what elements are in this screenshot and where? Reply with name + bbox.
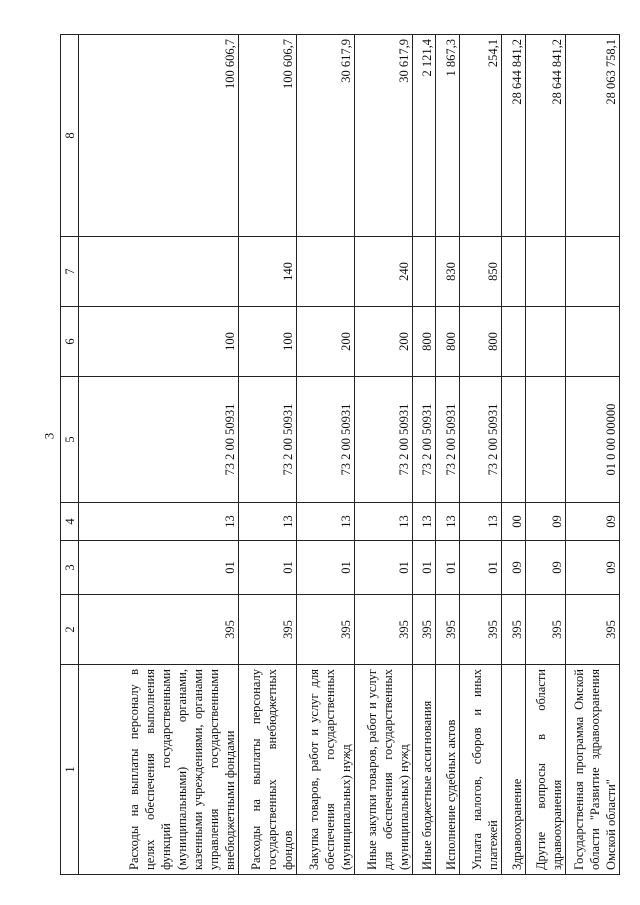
cell-c2: 395 [412,595,436,665]
cell-c6 [566,307,620,377]
cell-c5: 73 2 00 50931 [79,377,239,503]
row-name-cell: Иные бюджетные ассигнования [412,665,436,875]
table-row [297,35,355,875]
cell-c7 [566,237,620,307]
col-header-5: 5 [61,377,79,503]
cell-c5: 73 2 00 50931 [354,377,412,503]
table-row [459,35,502,875]
cell-c5: 73 2 00 50931 [239,377,297,503]
cell-c8: 254,1 [459,35,502,237]
cell-c8: 1 867,3 [436,35,460,237]
cell-c5: 73 2 00 50931 [412,377,436,503]
cell-c7: 850 [459,237,502,307]
cell-c5 [525,377,566,503]
cell-c4: 13 [354,503,412,541]
cell-c6 [502,307,526,377]
cell-c8: 2 121,4 [412,35,436,237]
cell-c7 [502,237,526,307]
cell-c2: 395 [239,595,297,665]
table-row [525,35,566,875]
table-row [79,35,239,875]
row-name-cell: Уплата налогов, сборов и иных платежей [459,665,502,875]
cell-c4: 09 [566,503,620,541]
cell-c6: 800 [412,307,436,377]
cell-c7 [525,237,566,307]
col-header-6: 6 [61,307,79,377]
cell-c3: 01 [239,541,297,595]
row-name-cell: Закупка товаров, работ и услуг для обеспечения государственных (муниципальных) нужд [297,665,355,875]
cell-c2: 395 [297,595,355,665]
table-row [502,35,526,875]
col-header-4: 4 [61,503,79,541]
col-header-3: 3 [61,541,79,595]
cell-c5 [502,377,526,503]
cell-c4: 13 [79,503,239,541]
cell-c4: 09 [525,503,566,541]
cell-c4: 13 [436,503,460,541]
cell-c5: 01 0 00 00000 [566,377,620,503]
cell-c3: 09 [566,541,620,595]
cell-c8: 100 606,7 [79,35,239,237]
cell-c8: 28 644 841,2 [502,35,526,237]
rotated-table-container [60,35,620,875]
cell-c7 [412,237,436,307]
row-name-cell: Иные закупки товаров, работ и услуг для обеспечения государственных (муниципальных) нужд [354,665,412,875]
cell-c3: 01 [79,541,239,595]
row-name-cell: Государственная программа Омской области "Развитие здравоохранения Омской области" [566,665,620,875]
cell-c6: 100 [79,307,239,377]
cell-c7: 830 [436,237,460,307]
cell-c7 [297,237,355,307]
table-row [436,35,460,875]
cell-c8: 100 606,7 [239,35,297,237]
cell-c2: 395 [354,595,412,665]
cell-c6: 800 [459,307,502,377]
cell-c2: 395 [436,595,460,665]
cell-c4: 00 [502,503,526,541]
cell-c4: 13 [412,503,436,541]
cell-c3: 01 [354,541,412,595]
cell-c7 [79,237,239,307]
cell-c2: 395 [525,595,566,665]
cell-c6: 200 [297,307,355,377]
table-row [239,35,297,875]
cell-c3: 09 [502,541,526,595]
table-body [61,35,620,875]
cell-c3: 01 [436,541,460,595]
cell-c6: 200 [354,307,412,377]
col-header-1: 1 [61,665,79,875]
col-header-2: 2 [61,595,79,665]
cell-c5: 73 2 00 50931 [436,377,460,503]
cell-c4: 13 [459,503,502,541]
cell-c6: 800 [436,307,460,377]
cell-c7: 240 [354,237,412,307]
cell-c5: 73 2 00 50931 [297,377,355,503]
cell-c6 [525,307,566,377]
cell-c3: 01 [459,541,502,595]
header-row [61,35,79,875]
table-row [412,35,436,875]
cell-c6: 100 [239,307,297,377]
row-name-cell: Расходы на выплаты персоналу государственных внебюджетных фондов [239,665,297,875]
cell-c8: 30 617,9 [297,35,355,237]
cell-c7: 140 [239,237,297,307]
cell-c3: 09 [525,541,566,595]
table-row [566,35,620,875]
col-header-7: 7 [61,237,79,307]
cell-c2: 395 [566,595,620,665]
row-name-cell: Другие вопросы в области здравоохранения [525,665,566,875]
cell-c5: 73 2 00 50931 [459,377,502,503]
table-row [354,35,412,875]
budget-table [60,34,620,875]
cell-c2: 395 [502,595,526,665]
cell-c8: 30 617,9 [354,35,412,237]
col-header-8: 8 [61,35,79,237]
row-name-cell: Расходы на выплаты персоналу в целях обеспечения выполнения функций государственными (муниципальными) органами, казенными учреждениями, органами управления государственными внебюджетными фондами [79,665,239,875]
row-name-cell: Исполнение судебных актов [436,665,460,875]
cell-c8: 28 644 841,2 [525,35,566,237]
row-name-cell: Здравоохранение [502,665,526,875]
cell-c3: 01 [412,541,436,595]
cell-c2: 395 [459,595,502,665]
cell-c3: 01 [297,541,355,595]
cell-c4: 13 [297,503,355,541]
cell-c2: 395 [79,595,239,665]
page-number: 3 [41,432,57,440]
cell-c8: 28 063 758,1 [566,35,620,237]
cell-c4: 13 [239,503,297,541]
